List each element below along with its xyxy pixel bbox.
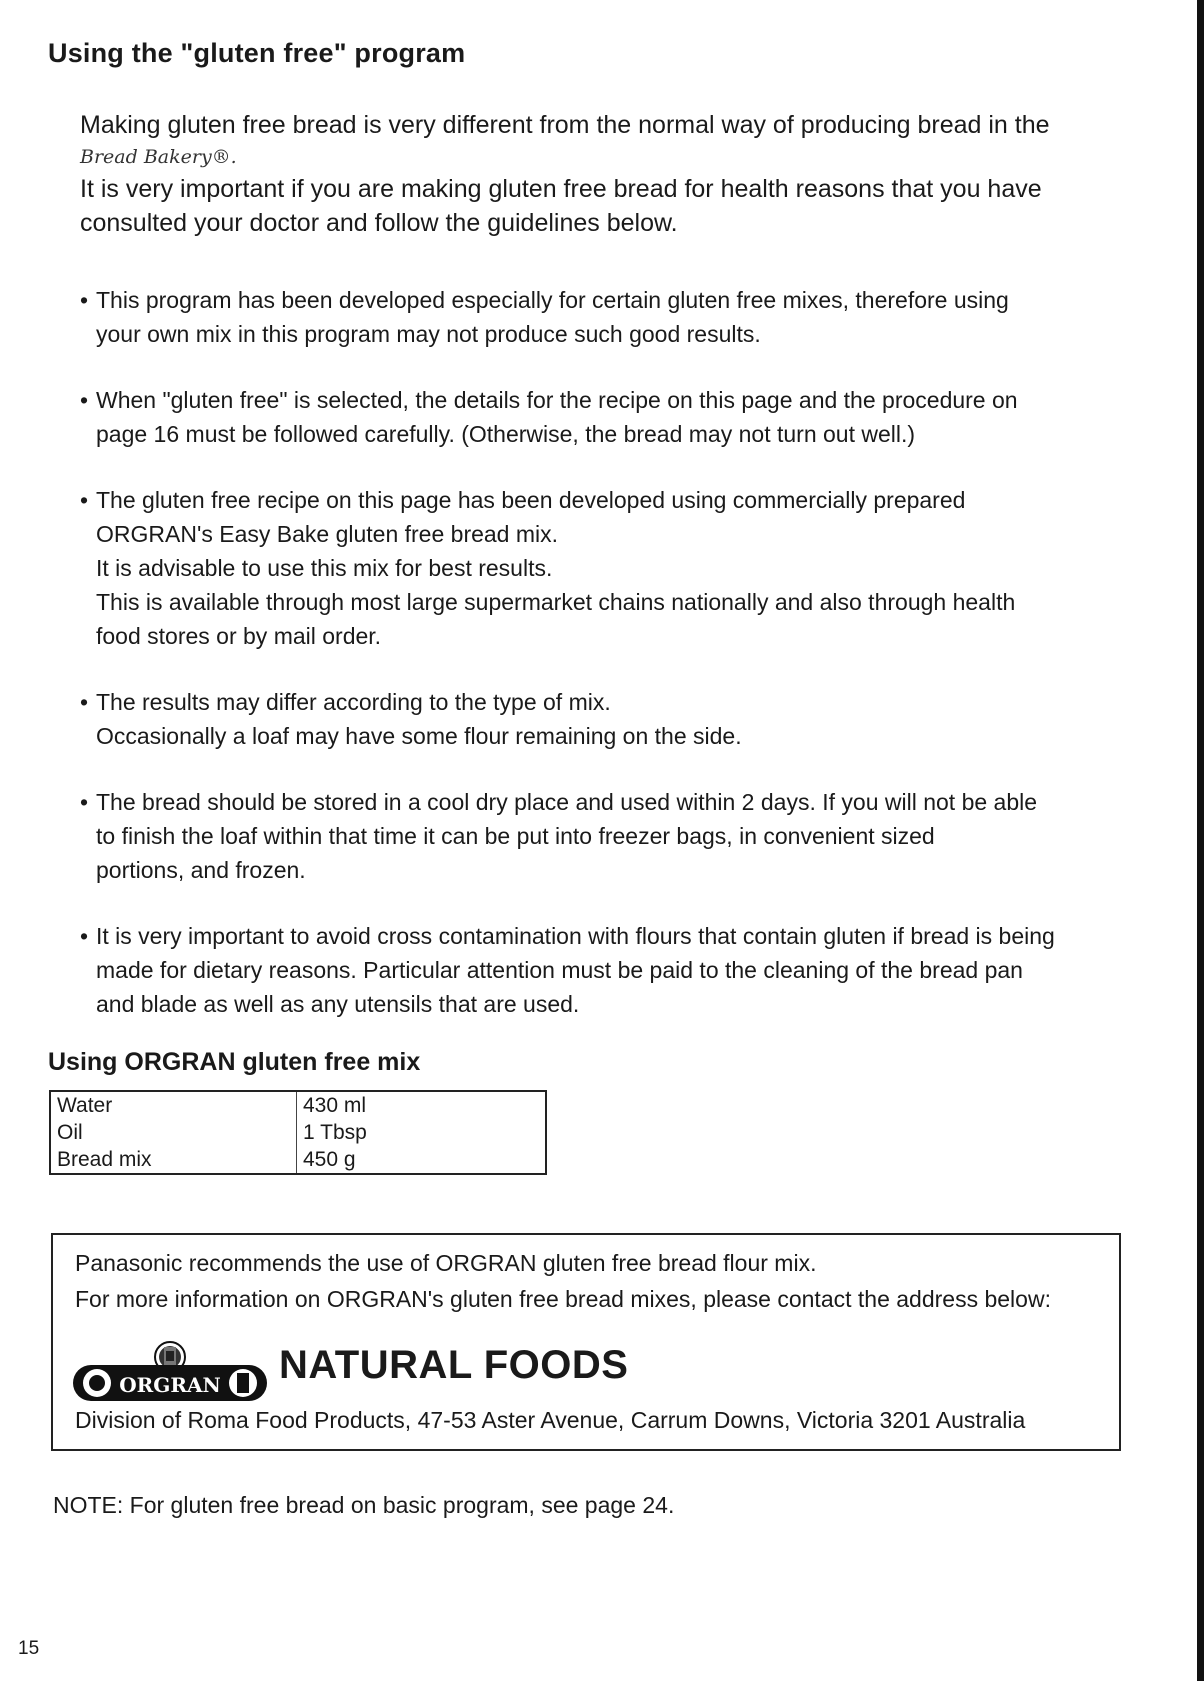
bullet-line: It is advisable to use this mix for best results. <box>96 555 553 581</box>
bullet-line: made for dietary reasons. Particular attention must be paid to the cleaning of the bread pan <box>96 957 1023 983</box>
bullet-dot: • <box>80 923 89 949</box>
bullet-line: ORGRAN's Easy Bake gluten free bread mix. <box>96 521 559 547</box>
bullet-line: It is very important to avoid cross contamination with flours that contain gluten if bread is being <box>96 923 1055 949</box>
intro-text <box>80 108 1110 240</box>
bullet-dot: • <box>80 689 89 715</box>
bullet-item <box>80 283 1130 351</box>
bullet-line: When "gluten free" is selected, the details for the recipe on this page and the procedure on <box>96 387 1018 413</box>
bullet-line: The results may differ according to the type of mix. <box>96 689 611 715</box>
natural-foods-heading: NATURAL FOODS <box>279 1343 629 1387</box>
bullet-dot: • <box>80 287 89 313</box>
bullet-line: The bread should be stored in a cool dry place and used within 2 days. If you will not be able <box>96 789 1038 815</box>
intro-paragraph-2: It is very important if you are making gluten free bread for health reasons that you have consulted your doctor and follow the guidelines below. <box>80 175 1042 237</box>
bullet-line: to finish the loaf within that time it can be put into freezer bags, in convenient sized <box>96 823 935 849</box>
bullet-dot: • <box>80 487 89 513</box>
section-title-orgran-mix: Using ORGRAN gluten free mix <box>48 1048 421 1076</box>
info-line-1: Panasonic recommends the use of ORGRAN gluten free bread flour mix. <box>75 1250 817 1276</box>
page-number: 15 <box>18 1638 40 1659</box>
table-row <box>50 1119 546 1146</box>
bullet-dot: • <box>80 387 89 413</box>
page-edge-bar <box>1197 0 1204 1681</box>
ingredient-name: Water <box>50 1091 297 1119</box>
bullet-line: portions, and frozen. <box>96 857 306 883</box>
bullet-item <box>80 383 1130 451</box>
bullet-line: The gluten free recipe on this page has been developed using commercially prepared <box>96 487 966 513</box>
company-address: Division of Roma Food Products, 47-53 Aster Avenue, Carrum Downs, Victoria 3201 Australia <box>75 1407 1026 1433</box>
bullet-dot: • <box>80 789 89 815</box>
table-row <box>50 1146 546 1174</box>
ingredient-amount: 430 ml <box>303 1094 367 1117</box>
section-title-gluten-free: Using the "gluten free" program <box>48 38 466 68</box>
ingredient-name: Oil <box>50 1119 297 1146</box>
ingredient-amount: 450 g <box>303 1148 356 1171</box>
bullet-item <box>80 483 1130 653</box>
ingredient-name: Bread mix <box>50 1146 297 1174</box>
bullet-item <box>80 685 1130 753</box>
bread-bakery-brand: Bread Bakery®. <box>80 146 237 168</box>
info-line-2: For more information on ORGRAN's gluten free bread mixes, please contact the address below: <box>75 1286 1051 1312</box>
info-text <box>75 1245 1051 1317</box>
bullet-line: your own mix in this program may not produce such good results. <box>96 321 761 347</box>
table-row <box>50 1091 546 1119</box>
ingredients-table <box>49 1090 547 1175</box>
intro-line-1: Making gluten free bread is very different from the normal way of producing bread in the <box>80 111 1050 139</box>
bullet-line: page 16 must be followed carefully. (Otherwise, the bread may not turn out well.) <box>96 421 916 447</box>
bullet-line: Occasionally a loaf may have some flour remaining on the side. <box>96 723 742 749</box>
bullet-line: This program has been developed especially for certain gluten free mixes, therefore using <box>96 287 1009 313</box>
bullet-item <box>80 785 1130 887</box>
orgran-info-box <box>51 1233 1121 1451</box>
orgran-logo-icon <box>71 1335 269 1403</box>
bullet-line: food stores or by mail order. <box>96 623 382 649</box>
bullet-line: This is available through most large supermarket chains nationally and also through health <box>96 589 1016 615</box>
logo-text: ORGRAN <box>119 1373 221 1397</box>
ingredient-amount: 1 Tbsp <box>303 1121 367 1144</box>
guideline-bullets <box>80 283 1130 1053</box>
bullet-line: and blade as well as any utensils that are used. <box>96 991 580 1017</box>
note-text: NOTE: For gluten free bread on basic program, see page 24. <box>53 1492 675 1518</box>
bullet-item <box>80 919 1130 1021</box>
